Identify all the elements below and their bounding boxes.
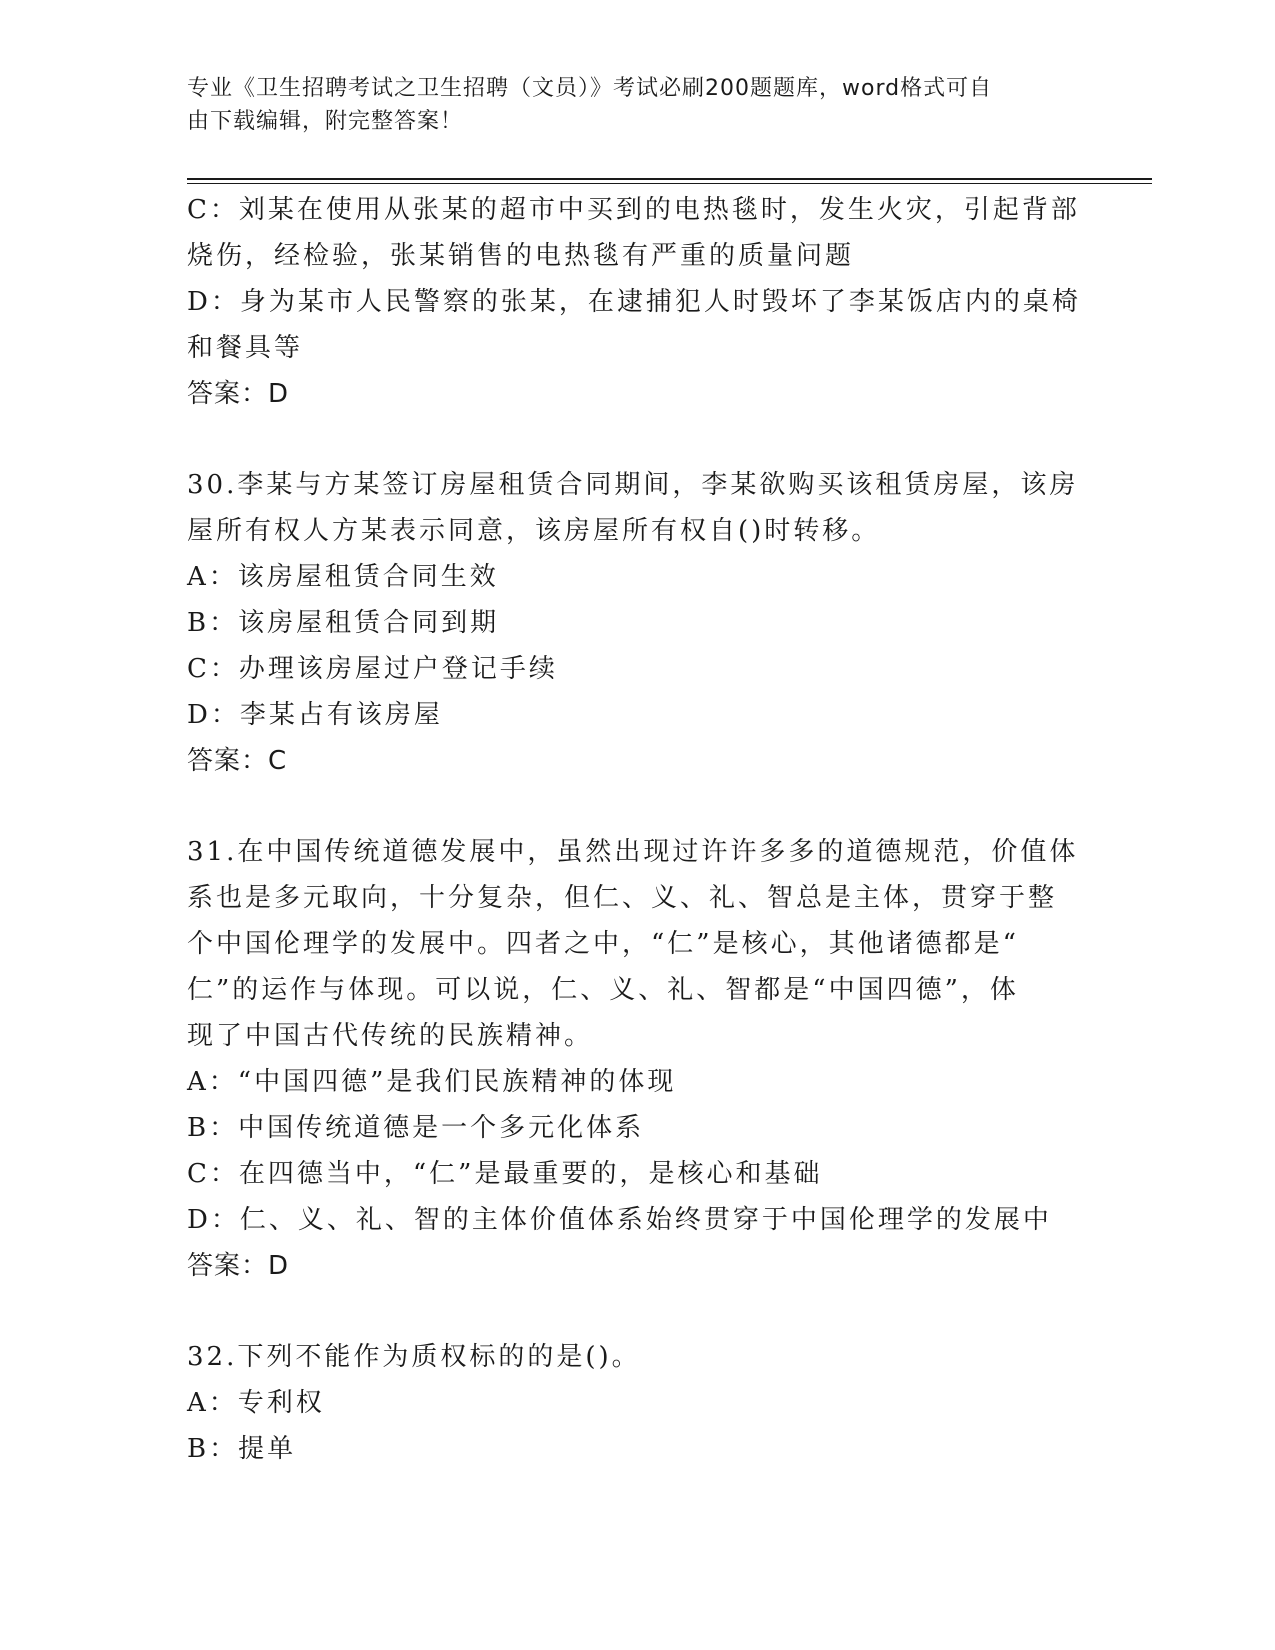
question-spacer	[187, 784, 1087, 829]
question-31	[187, 829, 1087, 1289]
question-stem-line-4: 仁”的运作与体现。可以说，仁、义、礼、智都是“中国四德”，体	[187, 975, 1019, 1005]
option-c-line-2: 烧伤，经检验，张某销售的电热毯有严重的质量问题	[187, 241, 855, 271]
answer-29: 答案：D	[187, 379, 290, 409]
option-d-line-2: 和餐具等	[187, 333, 304, 363]
header-line-1: 专业《卫生招聘考试之卫生招聘（文员）》考试必刷200题题库，word格式可自	[187, 76, 993, 101]
answer-30: 答案：C	[187, 746, 288, 776]
header-line-2: 由下载编辑，附完整答案！	[187, 109, 464, 134]
question-stem-line-5: 现了中国古代传统的民族精神。	[187, 1021, 594, 1051]
option-a: A：“中国四德”是我们民族精神的体现	[187, 1067, 677, 1097]
answer-31: 答案：D	[187, 1251, 290, 1281]
question-list	[187, 187, 1087, 1472]
option-d: D：李某占有该房屋	[187, 700, 443, 730]
option-c-line-1: C：刘某在使用从张某的超市中买到的电热毯时，发生火灾，引起背部	[187, 195, 1080, 225]
header-divider-thick	[187, 178, 1152, 180]
question-stem-line-2: 屋所有权人方某表示同意，该房屋所有权自()时转移。	[187, 516, 881, 546]
option-d: D：仁、义、礼、智的主体价值体系始终贯穿于中国伦理学的发展中	[187, 1205, 1052, 1235]
question-32	[187, 1334, 1087, 1472]
option-c: C：办理该房屋过户登记手续	[187, 654, 558, 684]
option-d-line-1: D：身为某市人民警察的张某，在逮捕犯人时毁坏了李某饭店内的桌椅	[187, 287, 1081, 317]
question-stem-line-3: 个中国伦理学的发展中。四者之中，“仁”是核心，其他诸德都是“	[187, 929, 1019, 959]
question-stem-line-1: 32.下列不能作为质权标的的是()。	[187, 1342, 641, 1372]
option-a: A：专利权	[187, 1388, 325, 1418]
header-divider-thin	[187, 183, 1152, 184]
option-a: A：该房屋租赁合同生效	[187, 562, 499, 592]
question-stem-line-1: 30.李某与方某签订房屋租赁合同期间，李某欲购买该租赁房屋，该房	[187, 470, 1079, 500]
option-b: B：提单	[187, 1434, 297, 1464]
question-stem-line-1: 31.在中国传统道德发展中，虽然出现过许许多多的道德规范，价值体	[187, 837, 1079, 867]
option-c: C：在四德当中，“仁”是最重要的，是核心和基础	[187, 1159, 823, 1189]
option-b: B：中国传统道德是一个多元化体系	[187, 1113, 645, 1143]
question-29	[187, 187, 1087, 417]
option-b: B：该房屋租赁合同到期	[187, 608, 500, 638]
question-30	[187, 462, 1087, 784]
question-stem-line-2: 系也是多元取向，十分复杂，但仁、义、礼、智总是主体，贯穿于整	[187, 883, 1058, 913]
question-spacer	[187, 417, 1087, 462]
question-spacer	[187, 1289, 1087, 1334]
document-header	[187, 72, 1067, 138]
